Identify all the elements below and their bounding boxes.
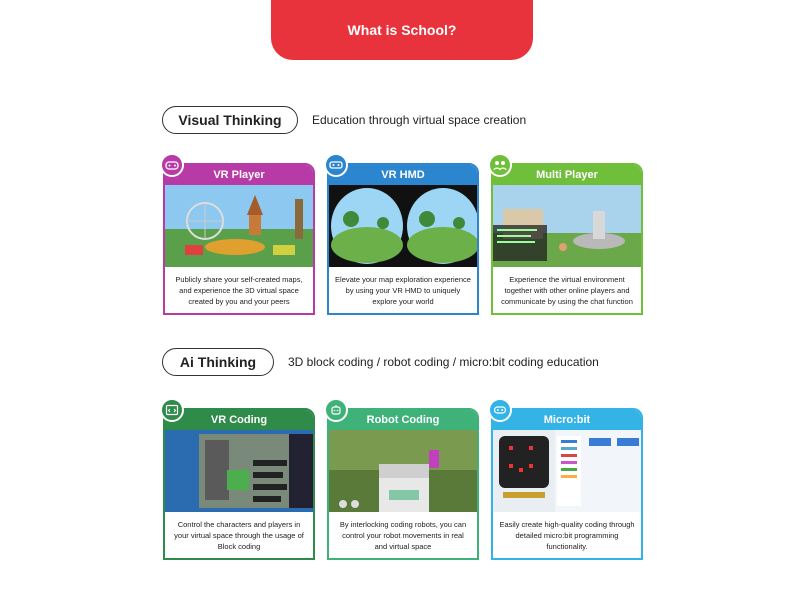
card-header bbox=[165, 410, 313, 430]
section-description: Education through virtual space creation bbox=[312, 113, 527, 127]
robot-scene bbox=[329, 430, 477, 512]
card-header bbox=[329, 410, 477, 430]
card-title: Robot Coding bbox=[366, 414, 440, 426]
card-description: Elevate your map exploration experience by using your VR HMD to uniquely explore your world bbox=[335, 274, 471, 306]
section-description: 3D block coding / robot coding / micro:bit coding education bbox=[288, 355, 599, 369]
section-label-pill bbox=[162, 106, 298, 134]
code-window-icon bbox=[160, 398, 184, 422]
multiplayer-scene bbox=[493, 185, 641, 267]
card-description: By interlocking coding robots, you can control your robot movements in real and virtual space bbox=[339, 519, 467, 551]
card-header bbox=[493, 165, 641, 185]
card-robot-coding[interactable] bbox=[327, 408, 479, 560]
card-multi-player[interactable] bbox=[491, 163, 643, 315]
block-coding-scene bbox=[165, 430, 313, 512]
section-visual-thinking bbox=[162, 106, 526, 134]
card-title: Multi Player bbox=[536, 169, 598, 181]
card-image bbox=[493, 430, 641, 512]
theme-park-scene bbox=[165, 185, 313, 267]
card-description: Experience the virtual environment together with other online players and communicate by using the chat function bbox=[501, 274, 633, 306]
gamepad-icon bbox=[160, 153, 184, 177]
card-title: VR Coding bbox=[210, 414, 268, 426]
vr-split-view bbox=[329, 185, 477, 267]
page-title-banner bbox=[271, 0, 533, 60]
card-header bbox=[493, 410, 641, 430]
card-image bbox=[165, 430, 313, 512]
card-vr-hmd[interactable] bbox=[327, 163, 479, 315]
card-description: Publicly share your self-created maps, and experience the 3D virtual space created by you and your peers bbox=[175, 274, 303, 306]
microbit-editor bbox=[493, 430, 641, 512]
page-title: What is School? bbox=[347, 22, 457, 38]
card-image bbox=[165, 185, 313, 267]
card-image bbox=[329, 185, 477, 267]
vr-headset-icon bbox=[324, 153, 348, 177]
card-vr-player[interactable] bbox=[163, 163, 315, 315]
card-title: Micro:bit bbox=[543, 414, 591, 426]
section-ai-thinking bbox=[162, 348, 599, 376]
card-image bbox=[493, 185, 641, 267]
section-label: Visual Thinking bbox=[178, 112, 282, 128]
card-header bbox=[329, 165, 477, 185]
card-image bbox=[329, 430, 477, 512]
card-microbit[interactable] bbox=[491, 408, 643, 560]
section-label-pill bbox=[162, 348, 274, 376]
card-title: VR HMD bbox=[381, 169, 425, 181]
robot-icon bbox=[324, 398, 348, 422]
card-vr-coding[interactable] bbox=[163, 408, 315, 560]
section-label: Ai Thinking bbox=[179, 354, 257, 370]
card-description: Control the characters and players in your virtual space through the usage of Block coding bbox=[174, 519, 304, 551]
card-description: Easily create high-quality coding through detailed micro:bit programming functionality. bbox=[499, 519, 635, 551]
card-header bbox=[165, 165, 313, 185]
microbit-icon bbox=[488, 398, 512, 422]
card-title: VR Player bbox=[213, 169, 265, 181]
people-icon bbox=[488, 153, 512, 177]
